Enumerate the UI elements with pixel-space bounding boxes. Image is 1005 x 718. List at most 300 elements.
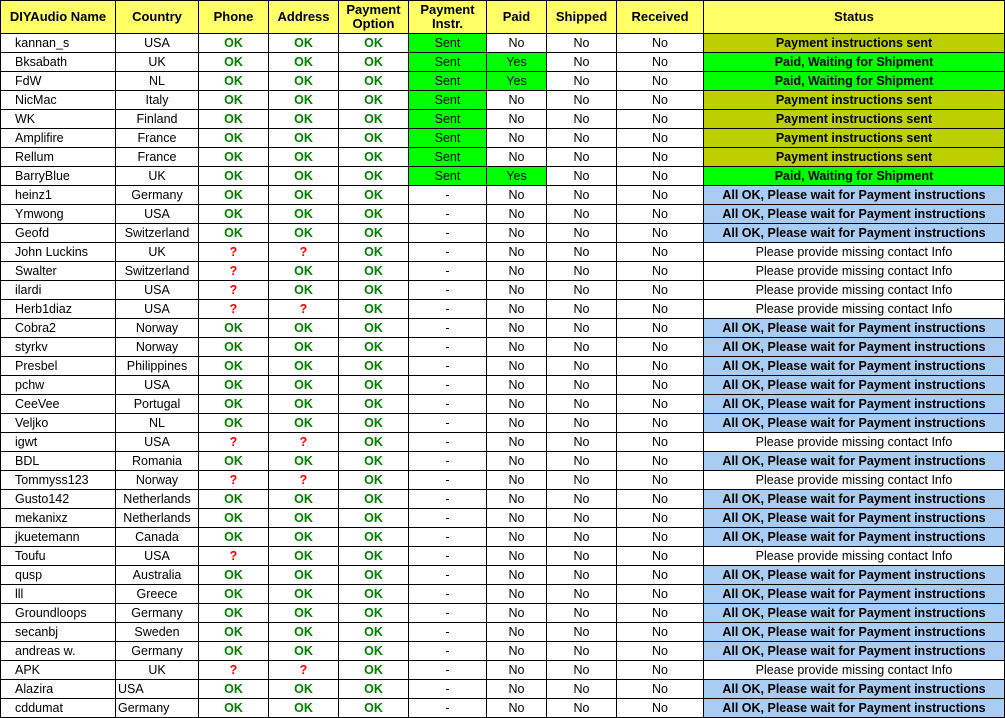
cell-shipped[interactable]: No [547,243,617,262]
cell-phone[interactable]: OK [199,452,269,471]
cell-name[interactable]: qusp [1,566,116,585]
cell-payment-option[interactable]: OK [339,338,409,357]
cell-status[interactable]: All OK, Please wait for Payment instructions [704,528,1005,547]
cell-status[interactable]: Payment instructions sent [704,129,1005,148]
cell-received[interactable]: No [617,661,704,680]
cell-shipped[interactable]: No [547,357,617,376]
cell-phone[interactable]: OK [199,34,269,53]
cell-status[interactable]: All OK, Please wait for Payment instructions [704,338,1005,357]
cell-country[interactable]: France [116,148,199,167]
cell-received[interactable]: No [617,357,704,376]
cell-shipped[interactable]: No [547,72,617,91]
cell-status[interactable]: All OK, Please wait for Payment instructions [704,395,1005,414]
cell-name[interactable]: Rellum [1,148,116,167]
cell-phone[interactable]: OK [199,319,269,338]
cell-country[interactable]: Finland [116,110,199,129]
cell-payment-option[interactable]: OK [339,604,409,623]
cell-status[interactable]: All OK, Please wait for Payment instructions [704,224,1005,243]
cell-phone[interactable]: OK [199,585,269,604]
cell-status[interactable]: Please provide missing contact Info [704,547,1005,566]
cell-address[interactable]: OK [269,566,339,585]
cell-name[interactable]: Tommyss123 [1,471,116,490]
cell-country[interactable]: Portugal [116,395,199,414]
cell-received[interactable]: No [617,604,704,623]
cell-country[interactable]: Australia [116,566,199,585]
cell-paid[interactable]: No [487,585,547,604]
cell-received[interactable]: No [617,642,704,661]
cell-shipped[interactable]: No [547,604,617,623]
cell-name[interactable]: kannan_s [1,34,116,53]
cell-paid[interactable]: No [487,661,547,680]
cell-status[interactable]: All OK, Please wait for Payment instructions [704,566,1005,585]
cell-paid[interactable]: No [487,376,547,395]
cell-name[interactable]: APK [1,661,116,680]
cell-received[interactable]: No [617,452,704,471]
header-payment-instr[interactable]: Payment Instr. [409,1,487,34]
header-diyaudio-name[interactable]: DIYAudio Name [1,1,116,34]
cell-shipped[interactable]: No [547,224,617,243]
cell-phone[interactable]: ? [199,471,269,490]
cell-paid[interactable]: No [487,281,547,300]
cell-name[interactable]: Herb1diaz [1,300,116,319]
cell-name[interactable]: John Luckins [1,243,116,262]
cell-country[interactable]: Netherlands [116,509,199,528]
cell-country[interactable]: France [116,129,199,148]
cell-country[interactable]: Sweden [116,623,199,642]
cell-payment-option[interactable]: OK [339,129,409,148]
cell-shipped[interactable]: No [547,91,617,110]
cell-phone[interactable]: OK [199,376,269,395]
cell-phone[interactable]: ? [199,243,269,262]
cell-status[interactable]: All OK, Please wait for Payment instructions [704,680,1005,699]
cell-payment-option[interactable]: OK [339,148,409,167]
cell-payment-option[interactable]: OK [339,91,409,110]
cell-country[interactable]: Norway [116,471,199,490]
cell-paid[interactable]: No [487,566,547,585]
cell-payment-instr[interactable]: - [409,433,487,452]
cell-name[interactable]: FdW [1,72,116,91]
cell-phone[interactable]: OK [199,566,269,585]
cell-paid[interactable]: No [487,395,547,414]
cell-phone[interactable]: OK [199,528,269,547]
cell-paid[interactable]: No [487,509,547,528]
cell-payment-option[interactable]: OK [339,167,409,186]
cell-phone[interactable]: OK [199,110,269,129]
cell-shipped[interactable]: No [547,338,617,357]
cell-payment-instr[interactable]: Sent [409,91,487,110]
cell-country[interactable]: UK [116,167,199,186]
cell-shipped[interactable]: No [547,490,617,509]
cell-status[interactable]: Paid, Waiting for Shipment [704,72,1005,91]
cell-status[interactable]: Payment instructions sent [704,91,1005,110]
cell-name[interactable]: styrkv [1,338,116,357]
cell-name[interactable]: Geofd [1,224,116,243]
cell-phone[interactable]: ? [199,661,269,680]
cell-name[interactable]: heinz1 [1,186,116,205]
cell-payment-option[interactable]: OK [339,661,409,680]
cell-received[interactable]: No [617,148,704,167]
cell-shipped[interactable]: No [547,186,617,205]
cell-name[interactable]: andreas w. [1,642,116,661]
cell-payment-option[interactable]: OK [339,53,409,72]
cell-paid[interactable]: No [487,604,547,623]
cell-payment-instr[interactable]: - [409,376,487,395]
cell-address[interactable]: OK [269,376,339,395]
cell-paid[interactable]: Yes [487,72,547,91]
cell-payment-instr[interactable]: - [409,281,487,300]
cell-paid[interactable]: No [487,471,547,490]
cell-address[interactable]: OK [269,129,339,148]
cell-payment-option[interactable]: OK [339,642,409,661]
cell-name[interactable]: BDL [1,452,116,471]
cell-name[interactable]: igwt [1,433,116,452]
cell-name[interactable]: Swalter [1,262,116,281]
cell-payment-option[interactable]: OK [339,433,409,452]
cell-phone[interactable]: ? [199,300,269,319]
cell-payment-instr[interactable]: - [409,319,487,338]
cell-payment-option[interactable]: OK [339,224,409,243]
cell-address[interactable]: OK [269,585,339,604]
header-payment-option[interactable]: Payment Option [339,1,409,34]
cell-payment-option[interactable]: OK [339,34,409,53]
cell-phone[interactable]: OK [199,509,269,528]
cell-address[interactable]: OK [269,604,339,623]
cell-address[interactable]: OK [269,547,339,566]
cell-status[interactable]: Please provide missing contact Info [704,243,1005,262]
cell-phone[interactable]: ? [199,433,269,452]
cell-address[interactable]: ? [269,300,339,319]
cell-payment-instr[interactable]: - [409,490,487,509]
cell-status[interactable]: Please provide missing contact Info [704,262,1005,281]
cell-status[interactable]: All OK, Please wait for Payment instructions [704,186,1005,205]
cell-country[interactable]: Philippines [116,357,199,376]
cell-phone[interactable]: OK [199,205,269,224]
cell-received[interactable]: No [617,72,704,91]
cell-address[interactable]: OK [269,490,339,509]
cell-paid[interactable]: No [487,490,547,509]
cell-status[interactable]: Payment instructions sent [704,34,1005,53]
cell-country[interactable]: Germany [116,186,199,205]
cell-paid[interactable]: No [487,680,547,699]
cell-address[interactable]: OK [269,414,339,433]
cell-country[interactable]: UK [116,53,199,72]
cell-received[interactable]: No [617,585,704,604]
cell-country[interactable]: Germany [116,642,199,661]
cell-received[interactable]: No [617,699,704,718]
cell-payment-instr[interactable]: - [409,395,487,414]
cell-name[interactable]: Ymwong [1,205,116,224]
cell-name[interactable]: Amplifire [1,129,116,148]
header-country[interactable]: Country [116,1,199,34]
cell-shipped[interactable]: No [547,53,617,72]
cell-payment-instr[interactable]: - [409,699,487,718]
cell-phone[interactable]: ? [199,281,269,300]
cell-received[interactable]: No [617,110,704,129]
cell-phone[interactable]: OK [199,129,269,148]
cell-status[interactable]: Please provide missing contact Info [704,281,1005,300]
cell-shipped[interactable]: No [547,129,617,148]
cell-paid[interactable]: No [487,319,547,338]
header-address[interactable]: Address [269,1,339,34]
cell-phone[interactable]: OK [199,395,269,414]
cell-phone[interactable]: ? [199,547,269,566]
cell-country[interactable]: USA [116,547,199,566]
cell-payment-option[interactable]: OK [339,490,409,509]
cell-name[interactable]: CeeVee [1,395,116,414]
cell-phone[interactable]: OK [199,91,269,110]
cell-received[interactable]: No [617,471,704,490]
cell-paid[interactable]: No [487,300,547,319]
cell-status[interactable]: Please provide missing contact Info [704,471,1005,490]
cell-name[interactable]: Cobra2 [1,319,116,338]
cell-name[interactable]: Groundloops [1,604,116,623]
cell-payment-option[interactable]: OK [339,585,409,604]
cell-paid[interactable]: No [487,414,547,433]
cell-paid[interactable]: No [487,357,547,376]
cell-shipped[interactable]: No [547,414,617,433]
cell-name[interactable]: BarryBlue [1,167,116,186]
cell-status[interactable]: All OK, Please wait for Payment instructions [704,452,1005,471]
cell-address[interactable]: OK [269,338,339,357]
header-received[interactable]: Received [617,1,704,34]
cell-payment-instr[interactable]: - [409,566,487,585]
cell-payment-option[interactable]: OK [339,547,409,566]
cell-phone[interactable]: OK [199,680,269,699]
cell-payment-option[interactable]: OK [339,205,409,224]
cell-country[interactable]: Switzerland [116,262,199,281]
cell-shipped[interactable]: No [547,433,617,452]
cell-phone[interactable]: OK [199,414,269,433]
cell-received[interactable]: No [617,167,704,186]
cell-paid[interactable]: Yes [487,167,547,186]
cell-received[interactable]: No [617,319,704,338]
cell-address[interactable]: OK [269,395,339,414]
cell-payment-instr[interactable]: - [409,414,487,433]
cell-shipped[interactable]: No [547,661,617,680]
cell-received[interactable]: No [617,53,704,72]
cell-shipped[interactable]: No [547,300,617,319]
cell-paid[interactable]: No [487,338,547,357]
cell-phone[interactable]: OK [199,53,269,72]
cell-shipped[interactable]: No [547,623,617,642]
cell-status[interactable]: Please provide missing contact Info [704,661,1005,680]
cell-country[interactable]: USA [116,433,199,452]
cell-paid[interactable]: No [487,642,547,661]
cell-payment-option[interactable]: OK [339,262,409,281]
cell-country[interactable]: Italy [116,91,199,110]
cell-country[interactable]: USA [116,281,199,300]
cell-payment-option[interactable]: OK [339,680,409,699]
cell-address[interactable]: OK [269,167,339,186]
cell-payment-instr[interactable]: - [409,357,487,376]
cell-payment-option[interactable]: OK [339,509,409,528]
cell-shipped[interactable]: No [547,205,617,224]
cell-phone[interactable]: OK [199,357,269,376]
cell-country[interactable]: USA [116,34,199,53]
cell-address[interactable]: OK [269,452,339,471]
cell-shipped[interactable]: No [547,547,617,566]
cell-shipped[interactable]: No [547,319,617,338]
cell-shipped[interactable]: No [547,699,617,718]
cell-payment-option[interactable]: OK [339,72,409,91]
cell-address[interactable]: ? [269,433,339,452]
cell-phone[interactable]: OK [199,490,269,509]
cell-phone[interactable]: OK [199,186,269,205]
cell-payment-option[interactable]: OK [339,528,409,547]
cell-payment-instr[interactable]: - [409,585,487,604]
cell-received[interactable]: No [617,680,704,699]
cell-address[interactable]: ? [269,471,339,490]
cell-address[interactable]: ? [269,243,339,262]
cell-phone[interactable]: OK [199,338,269,357]
cell-received[interactable]: No [617,509,704,528]
cell-shipped[interactable]: No [547,528,617,547]
cell-paid[interactable]: No [487,186,547,205]
cell-name[interactable]: secanbj [1,623,116,642]
cell-name[interactable]: pchw [1,376,116,395]
cell-status[interactable]: All OK, Please wait for Payment instructions [704,376,1005,395]
cell-phone[interactable]: OK [199,224,269,243]
cell-payment-option[interactable]: OK [339,452,409,471]
cell-name[interactable]: Gusto142 [1,490,116,509]
cell-name[interactable]: cddumat [1,699,116,718]
cell-payment-instr[interactable]: Sent [409,110,487,129]
cell-address[interactable]: OK [269,319,339,338]
cell-phone[interactable]: OK [199,642,269,661]
cell-received[interactable]: No [617,262,704,281]
header-phone[interactable]: Phone [199,1,269,34]
cell-received[interactable]: No [617,205,704,224]
cell-name[interactable]: NicMac [1,91,116,110]
cell-payment-option[interactable]: OK [339,376,409,395]
cell-address[interactable]: OK [269,224,339,243]
cell-address[interactable]: OK [269,110,339,129]
cell-country[interactable]: USA [116,205,199,224]
cell-payment-instr[interactable]: - [409,604,487,623]
cell-received[interactable]: No [617,186,704,205]
cell-country[interactable]: USA [116,680,199,699]
cell-country[interactable]: NL [116,72,199,91]
cell-address[interactable]: OK [269,205,339,224]
cell-name[interactable]: Presbel [1,357,116,376]
cell-paid[interactable]: No [487,528,547,547]
cell-payment-instr[interactable]: Sent [409,34,487,53]
cell-payment-option[interactable]: OK [339,699,409,718]
cell-address[interactable]: OK [269,623,339,642]
cell-payment-instr[interactable]: Sent [409,53,487,72]
cell-country[interactable]: Romania [116,452,199,471]
cell-address[interactable]: OK [269,699,339,718]
cell-status[interactable]: Payment instructions sent [704,148,1005,167]
cell-payment-option[interactable]: OK [339,471,409,490]
cell-received[interactable]: No [617,566,704,585]
cell-country[interactable]: Germany [116,604,199,623]
cell-payment-instr[interactable]: - [409,509,487,528]
cell-payment-instr[interactable]: - [409,205,487,224]
cell-status[interactable]: Paid, Waiting for Shipment [704,167,1005,186]
cell-name[interactable]: WK [1,110,116,129]
cell-paid[interactable]: No [487,452,547,471]
cell-shipped[interactable]: No [547,34,617,53]
cell-status[interactable]: All OK, Please wait for Payment instructions [704,604,1005,623]
cell-payment-instr[interactable]: - [409,661,487,680]
cell-received[interactable]: No [617,490,704,509]
cell-shipped[interactable]: No [547,167,617,186]
cell-payment-option[interactable]: OK [339,281,409,300]
cell-address[interactable]: OK [269,34,339,53]
cell-shipped[interactable]: No [547,110,617,129]
cell-payment-option[interactable]: OK [339,319,409,338]
cell-name[interactable]: Veljko [1,414,116,433]
cell-shipped[interactable]: No [547,262,617,281]
cell-paid[interactable]: No [487,262,547,281]
cell-payment-instr[interactable]: Sent [409,148,487,167]
cell-address[interactable]: OK [269,528,339,547]
cell-country[interactable]: Norway [116,338,199,357]
cell-country[interactable]: Norway [116,319,199,338]
cell-received[interactable]: No [617,528,704,547]
cell-shipped[interactable]: No [547,642,617,661]
cell-address[interactable]: OK [269,680,339,699]
cell-payment-option[interactable]: OK [339,395,409,414]
cell-status[interactable]: All OK, Please wait for Payment instructions [704,699,1005,718]
cell-received[interactable]: No [617,91,704,110]
cell-country[interactable]: UK [116,243,199,262]
cell-country[interactable]: Netherlands [116,490,199,509]
cell-name[interactable]: Bksabath [1,53,116,72]
cell-phone[interactable]: ? [199,262,269,281]
cell-payment-instr[interactable]: - [409,623,487,642]
cell-paid[interactable]: No [487,243,547,262]
cell-shipped[interactable]: No [547,395,617,414]
cell-payment-option[interactable]: OK [339,357,409,376]
cell-received[interactable]: No [617,395,704,414]
cell-address[interactable]: OK [269,642,339,661]
cell-status[interactable]: Paid, Waiting for Shipment [704,53,1005,72]
cell-status[interactable]: All OK, Please wait for Payment instructions [704,623,1005,642]
cell-status[interactable]: All OK, Please wait for Payment instructions [704,205,1005,224]
cell-name[interactable]: jkuetemann [1,528,116,547]
cell-paid[interactable]: No [487,205,547,224]
cell-received[interactable]: No [617,338,704,357]
cell-paid[interactable]: No [487,224,547,243]
cell-country[interactable]: Canada [116,528,199,547]
cell-payment-instr[interactable]: Sent [409,167,487,186]
cell-payment-instr[interactable]: - [409,471,487,490]
cell-shipped[interactable]: No [547,376,617,395]
cell-address[interactable]: OK [269,72,339,91]
cell-address[interactable]: OK [269,509,339,528]
cell-paid[interactable]: No [487,129,547,148]
cell-paid[interactable]: Yes [487,53,547,72]
cell-phone[interactable]: OK [199,72,269,91]
header-paid[interactable]: Paid [487,1,547,34]
cell-received[interactable]: No [617,224,704,243]
cell-payment-option[interactable]: OK [339,110,409,129]
cell-phone[interactable]: OK [199,167,269,186]
cell-status[interactable]: All OK, Please wait for Payment instructions [704,319,1005,338]
cell-address[interactable]: OK [269,148,339,167]
cell-paid[interactable]: No [487,110,547,129]
cell-paid[interactable]: No [487,148,547,167]
cell-country[interactable]: USA [116,300,199,319]
cell-received[interactable]: No [617,433,704,452]
header-status[interactable]: Status [704,1,1005,34]
cell-payment-instr[interactable]: - [409,452,487,471]
cell-paid[interactable]: No [487,699,547,718]
cell-payment-instr[interactable]: - [409,547,487,566]
cell-payment-option[interactable]: OK [339,623,409,642]
